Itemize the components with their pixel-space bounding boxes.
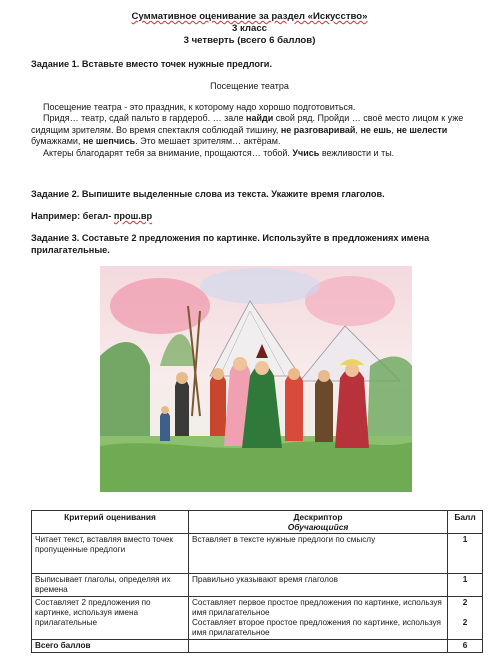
text-paragraph-3: Актеры благодарят тебя за внимание, прощаются… тобой. Учись вежливости и ты. (43, 147, 395, 158)
table-header-row (32, 511, 483, 534)
descriptor-cell: Вставляет в тексте нужные предлоги по смыслу (189, 534, 448, 574)
task2-heading: Задание 2. Выпишите выделенные слова из текста. Укажите время глаголов. (31, 189, 385, 199)
score-cell: 2 2 (448, 597, 483, 640)
descriptor-cell: Составляет первое простое предложения по картинке, используя имя прилагательное Составляет второе простое предложения по картинке, используя имя прилагательное (189, 597, 448, 640)
score-cell: 1 (448, 574, 483, 597)
criterion-cell: Составляет 2 предложения по картинке, используя имена прилагательные (32, 597, 189, 640)
header-score: Балл (448, 511, 483, 534)
festival-illustration (100, 266, 412, 492)
table-row (32, 597, 483, 640)
grade-label: 3 класс (231, 23, 268, 34)
criterion-cell: Читает текст, вставляя вместо точек пропущенные предлоги (32, 534, 189, 574)
task2-example: Например: бегал- прош.вр (31, 211, 153, 221)
table-row (32, 534, 483, 574)
header-criterion: Критерий оценивания (32, 511, 189, 534)
text-title: Посещение театра (210, 81, 289, 91)
text-paragraph-2: Придя… театр, сдай пальто в гардероб. … зале найди свой ряд. Пройди … своё место лицом к уже сидящим зрителям. Во время спектакля соблюдай тишину, не разговаривай, не ешь, не шелести бумажками, не шепчись. Это мешает зрителям… актёрам. (31, 113, 464, 147)
quarter-label: 3 четверть (всего 6 баллов) (183, 35, 316, 46)
total-score: 6 (448, 640, 483, 653)
total-empty-cell (189, 640, 448, 653)
score-cell: 1 (448, 534, 483, 574)
task1-heading: Задание 1. Вставьте вместо точек нужные предлоги. (31, 59, 273, 69)
task3-heading: Задание 3. Составьте 2 предложения по картинке. Используйте в предложениях имена прилагательные. (31, 233, 430, 255)
header-descriptor: Дескриптор Обучающийся (189, 511, 448, 534)
task1-text (31, 102, 471, 159)
total-label: Всего баллов (32, 640, 189, 653)
assessment-criteria-table (31, 510, 483, 653)
text-paragraph-1: Посещение театра - это праздник, к которому надо хорошо подготовиться. (43, 102, 356, 112)
worksheet-title: Суммативное оценивание за раздел «Искусство» (131, 11, 368, 22)
table-total-row (32, 640, 483, 653)
table-row (32, 574, 483, 597)
criterion-cell: Выписывает глаголы, определяя их времена (32, 574, 189, 597)
descriptor-cell: Правильно указывают время глаголов (189, 574, 448, 597)
